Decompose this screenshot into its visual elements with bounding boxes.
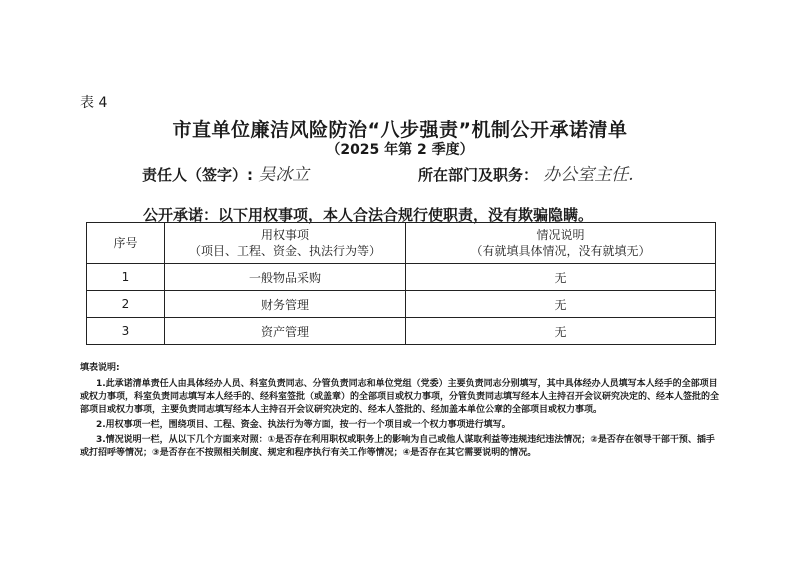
notes-title: 填表说明:: [80, 363, 120, 373]
cell-item: 资产管理: [165, 318, 406, 345]
cell-seq: 3: [87, 318, 165, 345]
table-header-row: [87, 223, 716, 264]
public-pledge: 公开承诺：以下用权事项，本人合法合规行使职责，没有欺骗隐瞒。: [143, 206, 594, 224]
table-row: [87, 264, 716, 291]
cell-status: 无: [406, 291, 716, 318]
table-number-label: 表 4: [80, 95, 108, 111]
department-row: [418, 160, 634, 185]
department-signature: 办公室主任.: [543, 165, 634, 185]
responsible-signature: 吴冰立: [258, 165, 310, 185]
cell-seq: 1: [87, 264, 165, 291]
responsible-label: 责任人（签字）:: [142, 166, 253, 184]
note-item: 3.情况说明一栏，从以下几个方面来对照：①是否存在利用职权或职务上的影响为自己或他人谋取利益等违规违纪违法情况；②是否存在领导干部干预、插手或打招呼等情况；③是否存在不按照相关制度、规定和程序执行有关工作等情况；④是否存在其它需要说明的情况。: [80, 435, 715, 458]
header-item-title: 用权事项: [260, 228, 309, 242]
header-status-title: 情况说明: [536, 228, 585, 242]
cell-status: 无: [406, 318, 716, 345]
responsible-person-row: [142, 160, 309, 185]
header-item-hint: （项目、工程、资金、执法行为等）: [188, 244, 381, 258]
note-item: 1.此承诺清单责任人由具体经办人员、科室负责同志、分管负责同志和单位党组（党委）主要负责同志分别填写，其中具体经办人员填写本人经手的全部项目或权力事项，科室负责同志填写本人经手的、经科室签批（或盖章）的全部项目或权力事项，分管负责同志填写经本人主持召开会议研究决定的、经本人签批的全部项目或权力事项，主要负责同志填写经本人主持召开会议研究决定的、经本人签批的、经加盖本单位公章的全部项目或权力事项。: [80, 379, 720, 415]
cell-item: 财务管理: [165, 291, 406, 318]
department-label: 所在部门及职务：: [418, 166, 539, 184]
header-item: [165, 223, 406, 264]
cell-status: 无: [406, 264, 716, 291]
cell-item: 一般物品采购: [165, 264, 406, 291]
table-row: [87, 318, 716, 345]
cell-seq: 2: [87, 291, 165, 318]
document-title: 市直单位廉洁风险防治“八步强责”机制公开承诺清单: [172, 119, 628, 141]
filling-instructions: [80, 362, 720, 462]
header-status-hint: （有就填具体情况，没有就填无）: [470, 244, 651, 258]
header-status: [406, 223, 716, 264]
note-item: 2.用权事项一栏，围绕项目、工程、资金、执法行为等方面，按一行一个项目或一个权力事项进行填写。: [96, 420, 511, 430]
document-subtitle: （2025 年第 2 季度）: [326, 142, 474, 158]
table-row: [87, 291, 716, 318]
header-seq: 序号: [87, 223, 165, 264]
commitment-table: [86, 222, 716, 345]
